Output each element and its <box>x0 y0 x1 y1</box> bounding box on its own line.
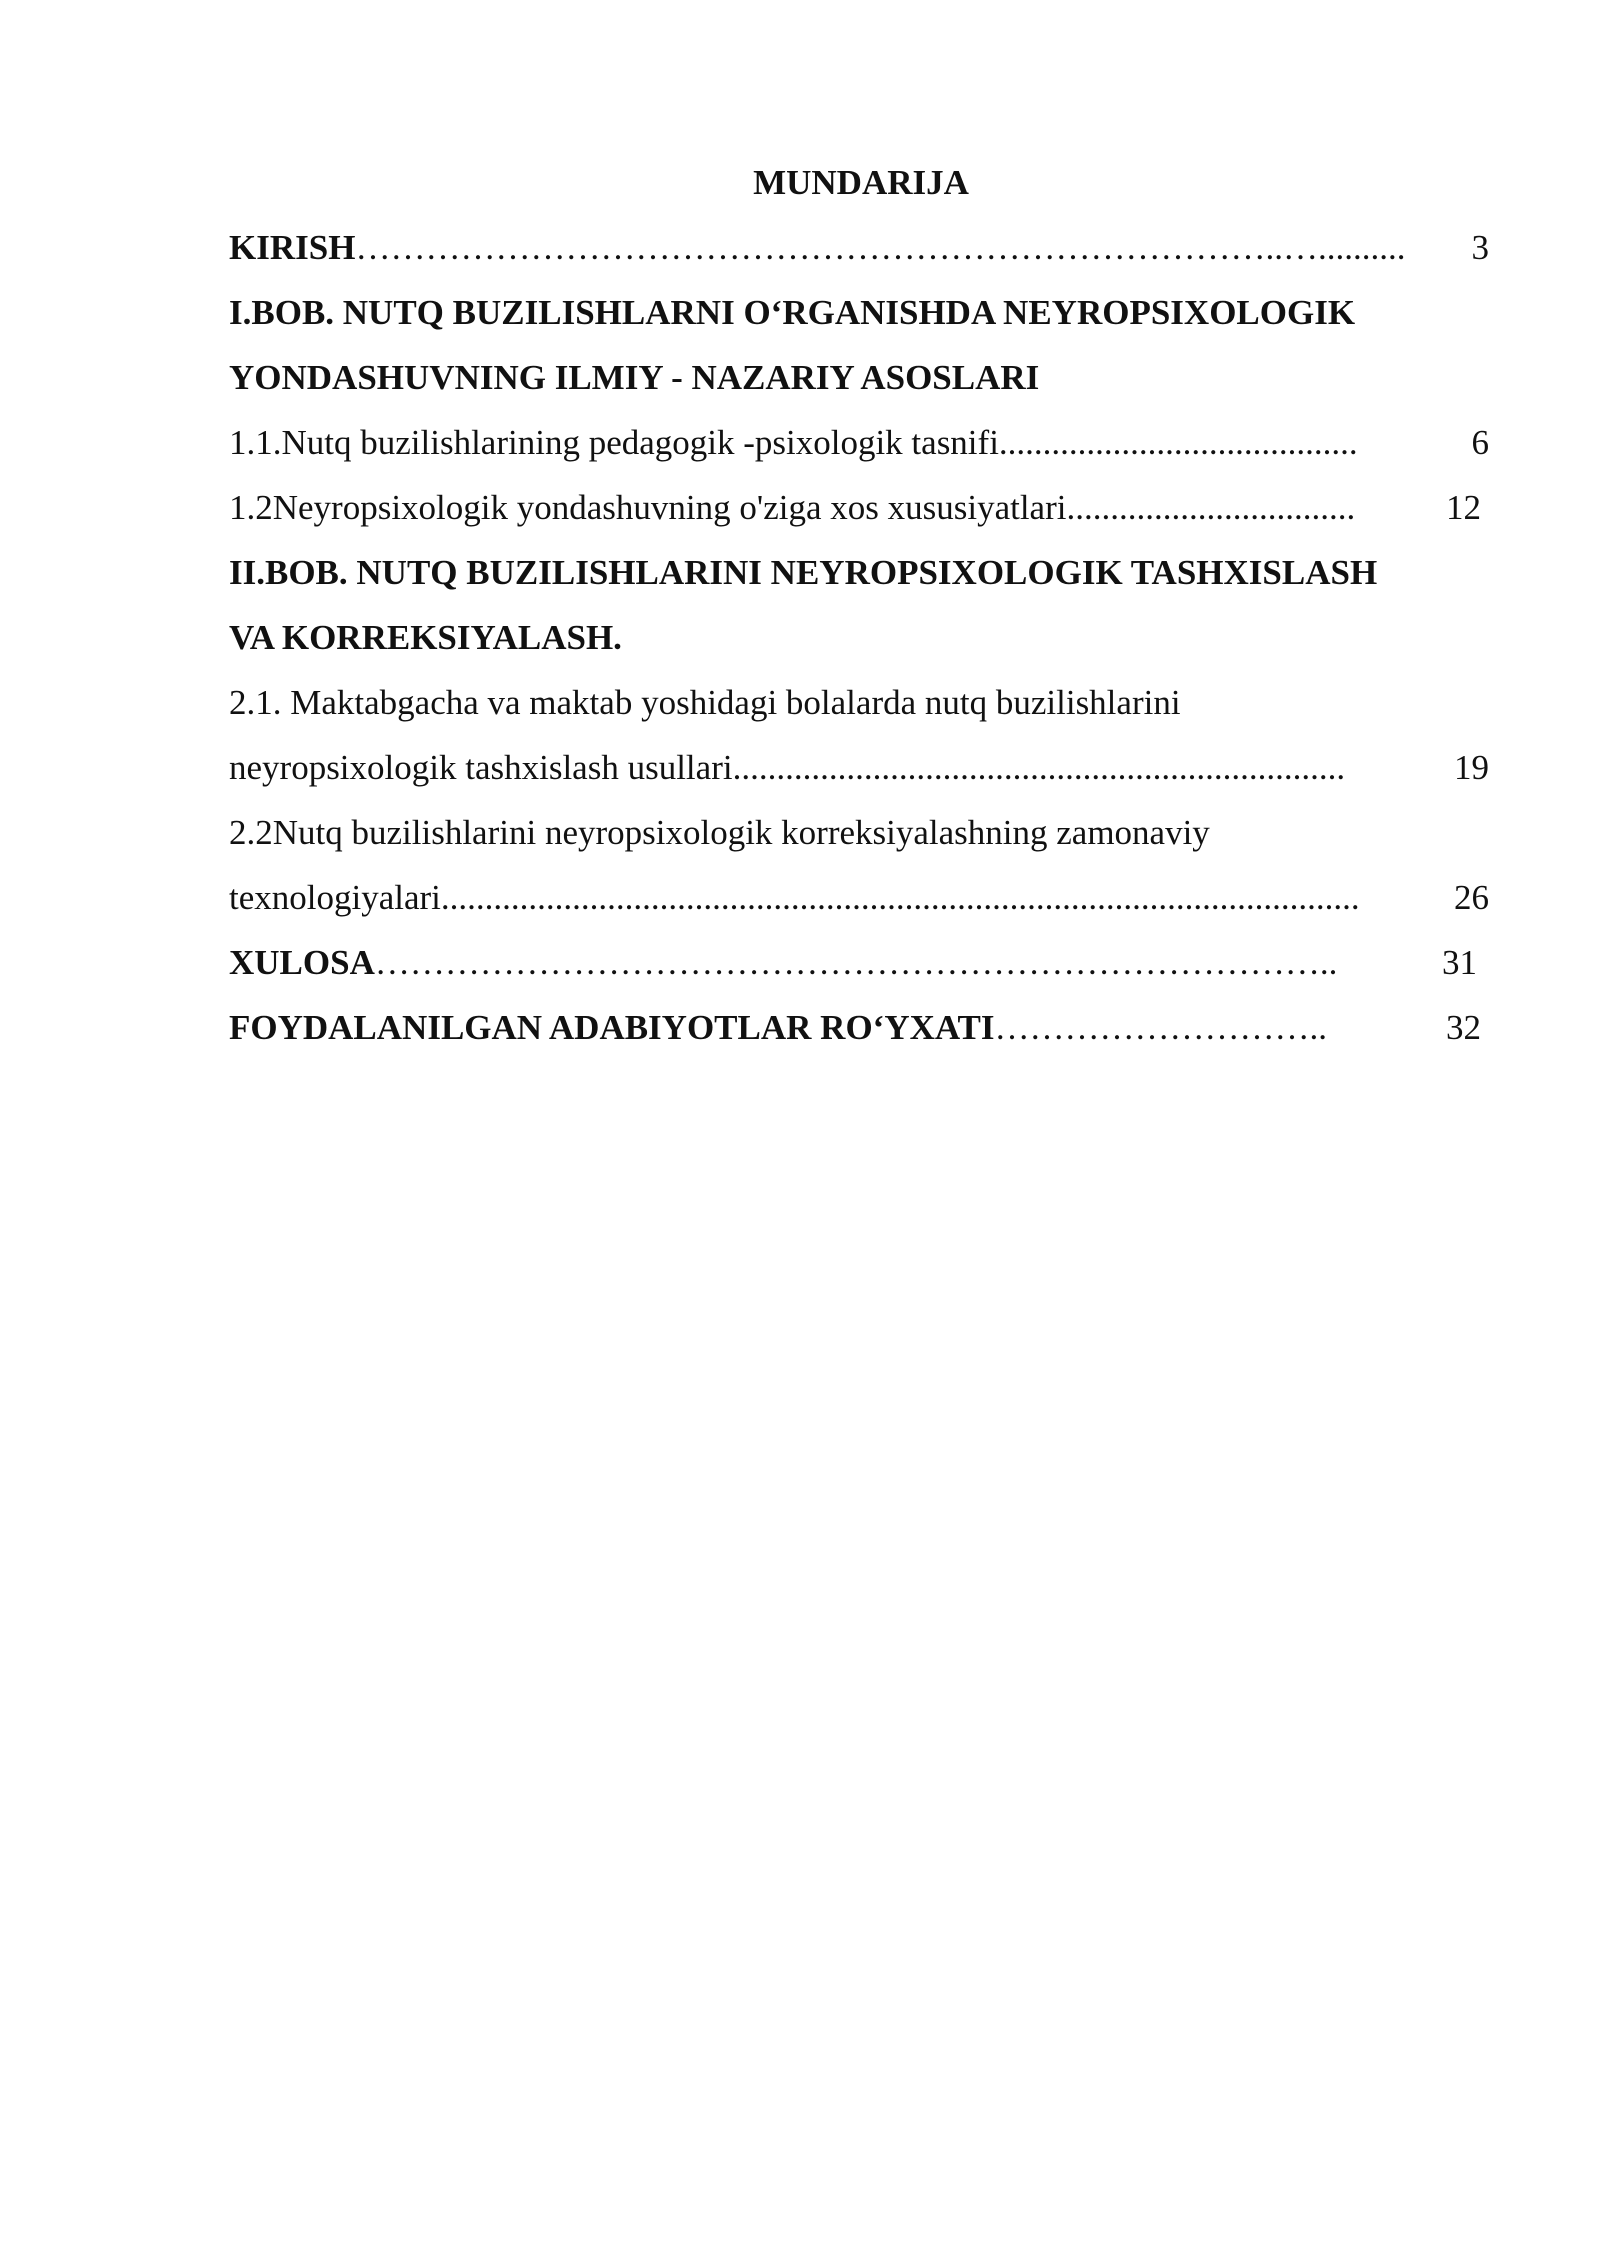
toc-dot-leader: ……………………………………………………………………..….......... <box>355 228 1406 267</box>
toc-page-number: 32 <box>1446 1008 1481 1047</box>
table-of-contents <box>229 150 1489 1060</box>
toc-entry-label: XULOSA <box>229 943 375 982</box>
toc-entry-2-1[interactable] <box>229 735 1489 800</box>
toc-entry-label: neyropsixologik tashxislash usullari <box>229 748 733 787</box>
toc-page-number: 26 <box>1454 878 1489 917</box>
toc-entry-1-1[interactable] <box>229 410 1489 475</box>
toc-dot-leader: ......................................................................................................... <box>440 878 1360 917</box>
toc-dot-leader: ......................................... <box>998 423 1358 462</box>
toc-page-number: 19 <box>1454 748 1489 787</box>
toc-page-number: 12 <box>1446 488 1481 527</box>
toc-chapter-2-heading-line-1[interactable]: II.BOB. NUTQ BUZILISHLARINI NEYROPSIXOLOGIK TASHXISLASH <box>229 553 1378 592</box>
toc-entry-label: FOYDALANILGAN ADABIYOTLAR RO‘YXATI <box>229 1008 995 1047</box>
toc-entry-xulosa[interactable] <box>229 930 1477 995</box>
toc-entry-2-2[interactable] <box>229 865 1489 930</box>
toc-entry-label: 1.1.Nutq buzilishlarining pedagogik -psixologik tasnifi <box>229 423 999 462</box>
toc-entry-label: KIRISH <box>229 228 356 267</box>
toc-dot-leader: ……………………………………………………………………….. <box>374 943 1338 982</box>
toc-entry-label: texnologiyalari <box>229 878 441 917</box>
toc-dot-leader: ……………………….. <box>994 1008 1328 1047</box>
toc-dot-leader: ...................................................................... <box>732 748 1346 787</box>
toc-entry-references[interactable] <box>229 995 1481 1060</box>
toc-entry-label: 1.2Neyropsixologik yondashuvning o'ziga xos xususiyatlari <box>229 488 1067 527</box>
toc-chapter-1-heading-line-2[interactable]: YONDASHUVNING ILMIY - NAZARIY ASOSLARI <box>229 358 1040 397</box>
toc-dot-leader: ................................. <box>1066 488 1356 527</box>
toc-chapter-1-heading-line-1[interactable]: I.BOB. NUTQ BUZILISHLARNI O‘RGANISHDA NEYROPSIXOLOGIK <box>229 293 1356 332</box>
toc-page-number: 31 <box>1442 943 1477 982</box>
toc-chapter-2-heading-line-2[interactable]: VA KORREKSIYALASH. <box>229 618 622 657</box>
toc-entry-kirish[interactable] <box>229 215 1489 280</box>
toc-page-number: 3 <box>1471 228 1489 267</box>
toc-entry-2-1-line-1[interactable]: 2.1. Maktabgacha va maktab yoshidagi bolalarda nutq buzilishlarini <box>229 683 1181 722</box>
toc-page-number: 6 <box>1471 423 1489 462</box>
toc-entry-2-2-line-1[interactable]: 2.2Nutq buzilishlarini neyropsixologik korreksiyalashning zamonaviy <box>229 813 1210 852</box>
toc-title: MUNDARIJA <box>753 163 969 202</box>
toc-entry-1-2[interactable] <box>229 475 1481 540</box>
